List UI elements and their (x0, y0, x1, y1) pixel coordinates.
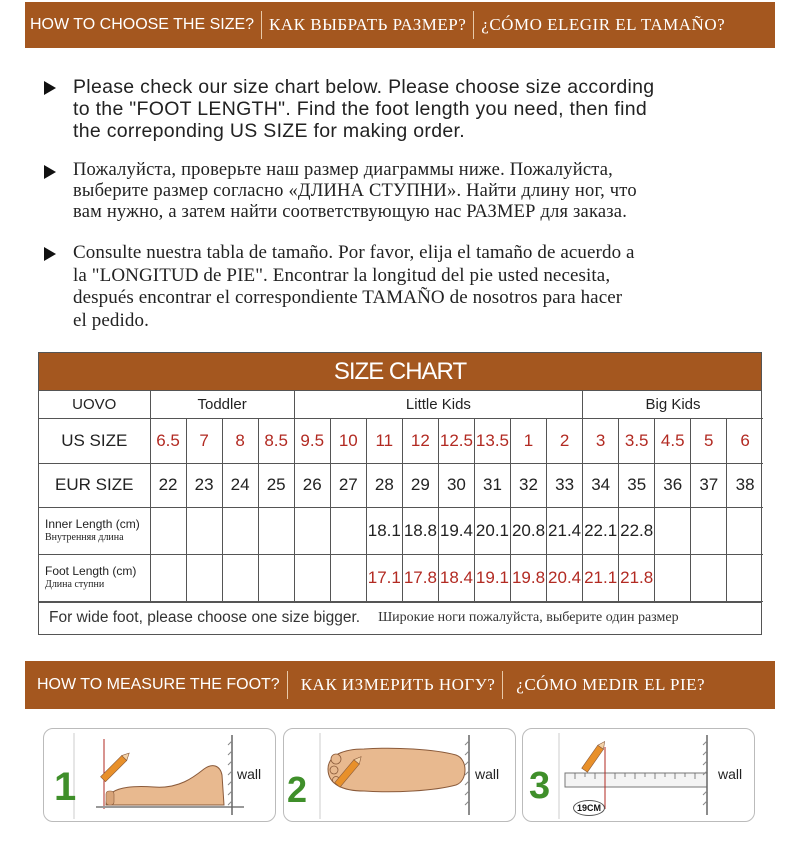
wall-label: wall (237, 766, 262, 782)
foot-length-row (39, 554, 763, 601)
us-size-cell: 6.5 (150, 418, 186, 463)
size-chart (38, 352, 762, 635)
banner-divider (261, 11, 262, 39)
measure-title-ru: КАК ИЗМЕРИТЬ НОГУ? (300, 675, 496, 694)
step-number-2: 2 (287, 769, 308, 810)
foot-length-cell (150, 554, 186, 601)
instruction-es (44, 242, 764, 332)
us-size-cell: 10 (330, 418, 366, 463)
eur-size-cell: 27 (330, 463, 366, 507)
foot-length-cell: 17.1 (366, 554, 402, 601)
foot-length-cell (655, 554, 691, 601)
bullet-triangle-icon (44, 247, 56, 261)
banner-divider (473, 11, 474, 39)
measure-step-3 (522, 728, 755, 822)
us-size-cell: 5 (691, 418, 727, 463)
foot-length-label (39, 554, 150, 601)
foot-length-cell: 21.1 (583, 554, 619, 601)
foot-length-cell: 18.4 (438, 554, 474, 601)
us-size-cell: 13.5 (474, 418, 510, 463)
foot-length-label-en: Foot Length (cm) (45, 563, 137, 578)
eur-size-cell: 35 (619, 463, 655, 507)
inner-length-cell: 20.1 (474, 507, 510, 554)
group-little-kids: Little Kids (294, 391, 582, 418)
eur-size-cell: 23 (186, 463, 222, 507)
foot-length-cell: 21.8 (619, 554, 655, 601)
size-table (39, 391, 763, 602)
foot-length-cell: 19.1 (474, 554, 510, 601)
us-size-label: US SIZE (39, 418, 150, 463)
us-size-cell: 2 (547, 418, 583, 463)
inner-length-cell: 18.1 (366, 507, 402, 554)
instruction-text-es: Consulte nuestra tabla de tamaño. Por favor, elija el tamaño de acuerdo a la "LONGITUD de PIE". Encontrar la longitud del pie usted necesita, después encontrar el correspondiente TAMAÑO de nosotros para hacer el pedido. (73, 242, 635, 331)
instruction-text-ru: Пожалуйста, проверьте наш размер диаграммы ниже. Пожалуйста, выберите размер согласно «ДЛИНА СТУПНИ». Найти длину ног, что вам нужно, а затем найти соответствующую нас РАЗМЕР для заказа. (73, 160, 637, 222)
inner-length-cell: 22.1 (583, 507, 619, 554)
wide-foot-note-en: For wide foot, please choose one size bigger. (49, 609, 361, 626)
eur-size-label: EUR SIZE (39, 463, 150, 507)
inner-length-cell (186, 507, 222, 554)
eur-size-cell: 36 (655, 463, 691, 507)
foot-length-cell: 20.4 (547, 554, 583, 601)
inner-length-cell (655, 507, 691, 554)
step-number-3: 3 (529, 765, 551, 807)
us-size-cell: 1 (510, 418, 546, 463)
us-size-cell: 12 (402, 418, 438, 463)
instruction-en (44, 76, 764, 142)
banner-title-en: HOW TO CHOOSE THE SIZE? (30, 16, 255, 33)
eur-size-cell: 33 (547, 463, 583, 507)
us-size-cell: 4.5 (655, 418, 691, 463)
banner-divider (502, 671, 503, 699)
foot-length-cell (294, 554, 330, 601)
us-size-cell: 8 (222, 418, 258, 463)
wide-foot-note-ru: Широкие ноги пожалуйста, выберите один размер (378, 610, 679, 625)
eur-size-cell: 24 (222, 463, 258, 507)
us-size-cell: 7 (186, 418, 222, 463)
foot-length-cell (186, 554, 222, 601)
measure-step-2 (283, 728, 516, 822)
size-guide-banner (25, 2, 775, 48)
group-toddler: Toddler (150, 391, 294, 418)
inner-length-label-ru: Внутренняя длина (45, 531, 124, 543)
measure-banner (25, 661, 775, 709)
inner-length-cell (294, 507, 330, 554)
inner-length-cell: 20.8 (510, 507, 546, 554)
us-size-cell: 9.5 (294, 418, 330, 463)
us-size-cell: 12.5 (438, 418, 474, 463)
measurement-value: 19CM (573, 800, 605, 816)
size-chart-title: SIZE CHART (39, 353, 761, 391)
us-size-cell: 3 (583, 418, 619, 463)
inner-length-cell: 22.8 (619, 507, 655, 554)
us-size-cell: 11 (366, 418, 402, 463)
inner-length-cell (258, 507, 294, 554)
us-size-cell: 6 (727, 418, 763, 463)
foot-length-cell (691, 554, 727, 601)
us-size-row (39, 418, 763, 463)
bullet-triangle-icon (44, 165, 56, 179)
inner-length-cell (150, 507, 186, 554)
foot-length-cell (258, 554, 294, 601)
instruction-ru (44, 160, 764, 223)
eur-size-cell: 32 (510, 463, 546, 507)
wall-label: wall (718, 766, 743, 782)
eur-size-cell: 25 (258, 463, 294, 507)
group-big-kids: Big Kids (583, 391, 763, 418)
eur-size-cell: 26 (294, 463, 330, 507)
inner-length-row (39, 507, 763, 554)
banner-title-es: ¿CÓMO ELEGIR EL TAMAÑO? (481, 15, 726, 34)
inner-length-label-en: Inner Length (cm) (45, 516, 140, 531)
foot-length-cell (330, 554, 366, 601)
eur-size-cell: 22 (150, 463, 186, 507)
foot-length-label-ru: Длина ступни (45, 578, 105, 590)
eur-size-cell: 38 (727, 463, 763, 507)
inner-length-cell (222, 507, 258, 554)
banner-divider (287, 671, 288, 699)
foot-length-cell (222, 554, 258, 601)
inner-length-cell: 19.4 (438, 507, 474, 554)
inner-length-label (39, 507, 150, 554)
eur-size-cell: 31 (474, 463, 510, 507)
inner-length-cell (691, 507, 727, 554)
eur-size-cell: 28 (366, 463, 402, 507)
step-number-1: 1 (54, 765, 77, 809)
instruction-text-en: Please check our size chart below. Please choose size according to the "FOOT LENGTH". Find the foot length you need, then find the correponding US SIZE for making order. (73, 76, 655, 142)
foot-length-cell: 19.8 (510, 554, 546, 601)
inner-length-cell (330, 507, 366, 554)
foot-length-cell: 17.8 (402, 554, 438, 601)
us-size-cell: 8.5 (258, 418, 294, 463)
foot-length-cell (727, 554, 763, 601)
eur-size-cell: 34 (583, 463, 619, 507)
us-size-cell: 3.5 (619, 418, 655, 463)
eur-size-cell: 30 (438, 463, 474, 507)
eur-size-cell: 37 (691, 463, 727, 507)
brand-cell: UOVO (39, 391, 150, 418)
eur-size-cell: 29 (402, 463, 438, 507)
measure-step-1 (43, 728, 276, 822)
inner-length-cell: 18.8 (402, 507, 438, 554)
inner-length-cell: 21.4 (547, 507, 583, 554)
wide-foot-note (39, 602, 761, 634)
group-header-row (39, 391, 763, 418)
measure-title-es: ¿CÓMO MEDIR EL PIE? (516, 675, 706, 694)
measure-title-en: HOW TO MEASURE THE FOOT? (37, 676, 280, 693)
bullet-triangle-icon (44, 81, 56, 95)
eur-size-row (39, 463, 763, 507)
inner-length-cell (727, 507, 763, 554)
wall-label: wall (475, 766, 500, 782)
banner-title-ru: КАК ВЫБРАТЬ РАЗМЕР? (269, 15, 467, 34)
